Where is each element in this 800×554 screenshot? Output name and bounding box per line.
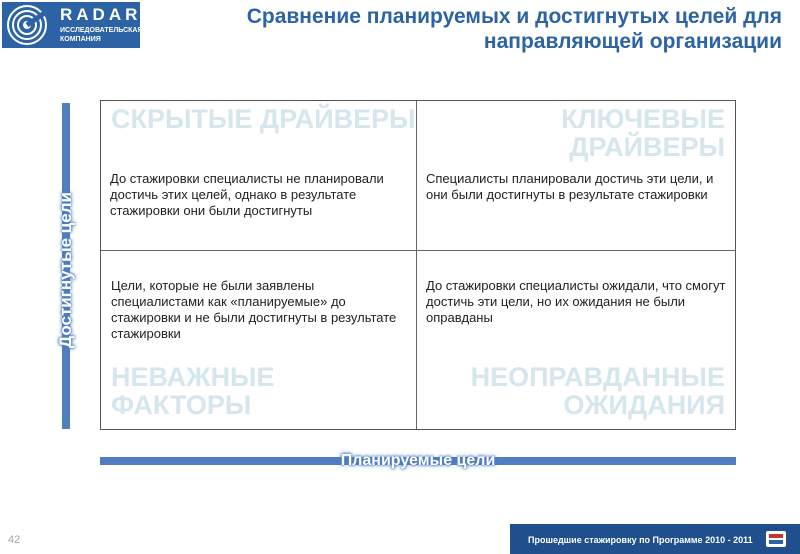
logo-name: RADAR xyxy=(60,5,142,24)
page-number: 42 xyxy=(8,534,21,546)
quadrant-description: До стажировки специалисты не планировали достичь этих целей, однако в результате стажировки они были достигнуты xyxy=(110,171,384,218)
quadrant-matrix xyxy=(100,100,736,430)
quadrant-unjustified-expectations xyxy=(417,251,735,429)
x-axis-label: Планируемые цели xyxy=(340,452,496,469)
quadrant-title: СКРЫТЫЕ ДРАЙВЕРЫ xyxy=(111,104,416,134)
quadrant-title: НЕОПРАВДАННЫЕ ОЖИДАНИЯ xyxy=(470,362,725,420)
logo-subtitle: ИССЛЕДОВАТЕЛЬСКАЯ КОМПАНИЯ xyxy=(60,27,143,43)
quadrant-description: Специалисты планировали достичь эти цели, и они были достигнуты в результате стажировки xyxy=(426,171,714,202)
quadrant-description: Цели, которые не были заявлены специалистами как «планируемые» до стажировки и не были достигнуты в результате стажировки xyxy=(111,278,397,341)
quadrant-title: НЕВАЖНЫЕ ФАКТОРЫ xyxy=(111,362,275,420)
page-title: Сравнение планируемых и достигнутых целей для направляющей организации xyxy=(246,5,782,53)
quadrant-key-drivers xyxy=(417,101,735,251)
footer-text: Прошедшие стажировку по Программе 2010 - 2011 xyxy=(528,535,753,545)
quadrant-title: КЛЮЧЕВЫЕ ДРАЙВЕРЫ xyxy=(561,104,725,162)
radar-rings-icon xyxy=(6,4,48,46)
quadrant-unimportant-factors xyxy=(101,251,417,429)
quadrant-hidden-drivers xyxy=(101,101,417,251)
company-logo xyxy=(2,2,143,48)
quadrant-description: До стажировки специалисты ожидали, что смогут достичь эти цели, но их ожидания не были оправданы xyxy=(426,278,726,325)
y-axis-label: Достигнутые цели xyxy=(56,192,75,348)
program-emblem-icon xyxy=(764,528,788,550)
